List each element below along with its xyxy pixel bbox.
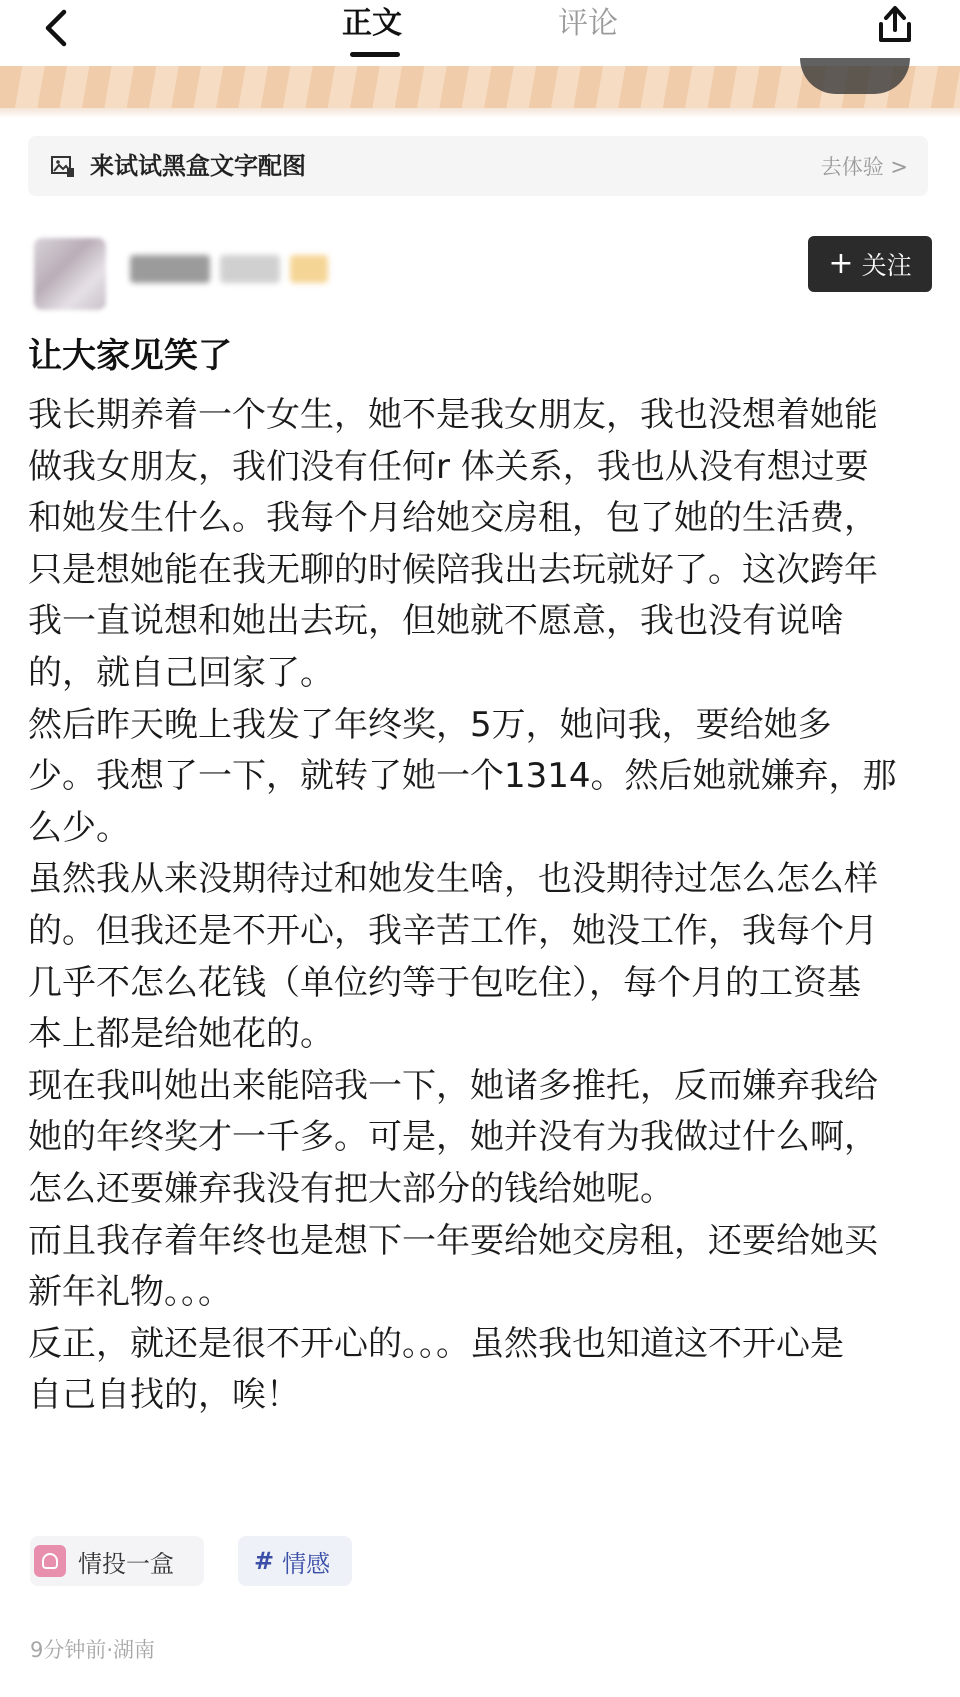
body-line: 和她发生什么。我每个月给她交房租，包了她的生活费，: [28, 498, 878, 539]
body-line: 而且我存着年终也是想下一年要给她交房租，还要给她买: [28, 1220, 878, 1261]
body-line: 只是想她能在我无聊的时候陪我出去玩就好了。这次跨年: [28, 549, 878, 590]
plus-icon: +: [828, 246, 854, 281]
body-line: 现在我叫她出来能陪我一下，她诸多推托，反而嫌弃我给: [28, 1065, 878, 1106]
body-line: 的，就自己回家了。: [28, 652, 334, 693]
body-line: 的。但我还是不开心，我辛苦工作，她没工作，我每个月: [28, 910, 878, 951]
body-line: 新年礼物。。。: [28, 1272, 232, 1313]
promo-text: 来试试黑盒文字配图: [90, 152, 306, 180]
share-button[interactable]: [872, 2, 918, 48]
body-line: 本上都是给她花的。: [28, 1014, 334, 1055]
body-line: 少。我想了一下，就转了她一个1314。然后她就嫌弃，那: [28, 756, 897, 797]
hashtag-icon: #: [254, 1547, 275, 1575]
promo-card[interactable]: [28, 136, 928, 196]
promo-try-link[interactable]: 去体验 >: [820, 155, 908, 179]
category-tag-label: 情投一盒: [78, 1549, 174, 1578]
topic-tag-label: 情感: [282, 1549, 331, 1578]
body-line: 自己自找的，唉！: [28, 1375, 300, 1416]
body-line: 么少。: [28, 807, 130, 848]
top-nav-bar: [0, 0, 960, 64]
banner-fade: [0, 108, 960, 118]
tab-article[interactable]: 正文: [342, 6, 402, 41]
category-tag[interactable]: [30, 1536, 204, 1586]
post-title: 让大家见笑了: [28, 336, 232, 376]
image-icon: [50, 155, 74, 177]
topic-tag[interactable]: [238, 1536, 352, 1586]
active-tab-indicator: [350, 52, 400, 57]
share-icon: [872, 2, 918, 48]
post-body: [28, 390, 933, 1422]
author-name-blurred[interactable]: [130, 252, 330, 286]
post-meta-time-location: 9分钟前·湖南: [30, 1638, 156, 1662]
body-line: 我一直说想和她出去玩，但她就不愿意，我也没有说啥: [28, 601, 844, 642]
back-button[interactable]: [40, 6, 80, 50]
body-line: 我长期养着一个女生，她不是我女朋友，我也没想着她能: [28, 395, 878, 435]
body-line: 然后昨天晚上我发了年终奖，5万，她问我，要给她多: [28, 704, 832, 745]
follow-label: 关注: [861, 251, 912, 280]
follow-button[interactable]: [808, 236, 932, 292]
tab-comments[interactable]: 评论: [558, 6, 618, 41]
avatar[interactable]: [34, 238, 106, 310]
body-line: 她的年终奖才一千多。可是，她并没有为我做过什么啊，: [28, 1117, 878, 1158]
body-line: 虽然我从来没期待过和她发生啥，也没期待过怎么怎么样: [28, 859, 878, 900]
house-icon: [34, 1545, 66, 1577]
body-line: 反正，就还是很不开心的。。。虽然我也知道这不开心是: [28, 1323, 844, 1364]
chevron-left-icon: [40, 6, 80, 50]
body-line: 做我女朋友，我们没有任何r 体关系，我也从没有想过要: [28, 446, 869, 487]
body-line: 几乎不怎么花钱（单位约等于包吃住），每个月的工资基: [28, 962, 861, 1003]
body-line: 怎么还要嫌弃我没有把大部分的钱给她呢。: [28, 1168, 674, 1209]
